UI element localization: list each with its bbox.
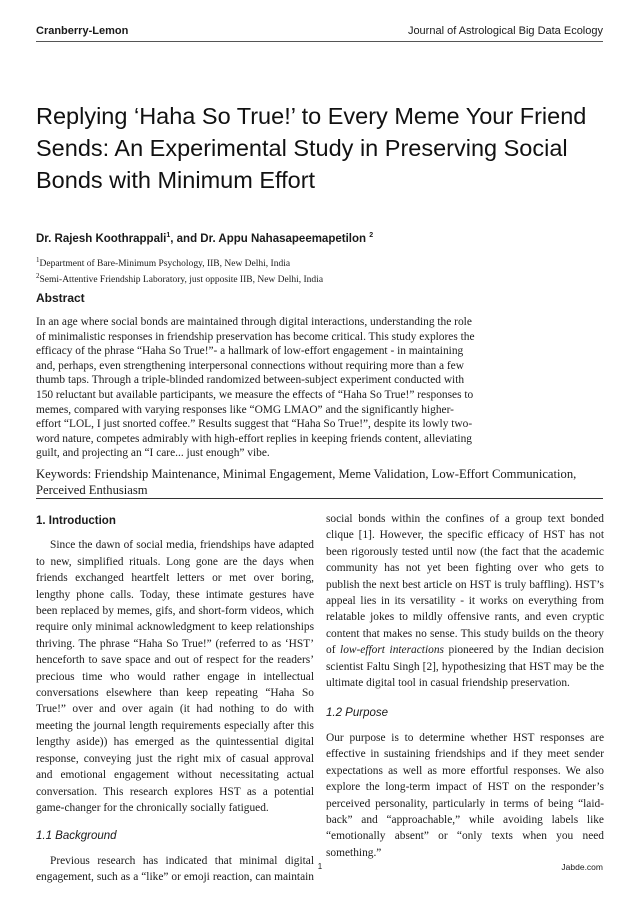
affiliation-1 bbox=[36, 254, 323, 270]
journal-name: Journal of Astrological Big Data Ecology bbox=[407, 25, 603, 37]
keywords bbox=[36, 467, 603, 498]
affiliations bbox=[36, 254, 323, 286]
keywords-text: Friendship Maintenance, Minimal Engagement, Meme Validation, Low-Effort Communication, Perceived Enthusiasm bbox=[36, 467, 577, 497]
authors bbox=[36, 232, 373, 245]
background-text: pioneered by the Indian decision scientist Faltu Singh [2], hypothesizing that HST may be the ultimate digital tool in casual friendship preservation. bbox=[326, 644, 604, 690]
footer-site: Jabde.com bbox=[561, 862, 603, 872]
divider bbox=[36, 498, 603, 499]
author-2-sup: 2 bbox=[369, 232, 374, 239]
author-2: Dr. Appu Nahasapeemapetilon bbox=[200, 232, 370, 245]
section-heading-purpose: 1.2 Purpose bbox=[326, 707, 389, 720]
purpose-paragraph: Our purpose is to determine whether HST responses are effective in sustaining friendships and if they meet sender expectations as well as more effortful responses. We also explore the long-term impact of HST on the responder’s perceived personality, particularly in terms of being “laid-back” and “approachable,” while avoiding labels like “emotionally absent” or “only texts when you need something.” bbox=[326, 731, 604, 859]
author-separator: , and bbox=[170, 232, 201, 245]
abstract-text: In an age where social bonds are maintained through digital interactions, understanding the role of minimalistic responses in friendship preservation has become critical. This study explores the efficacy of the phrase “Haha So True!”- a hallmark of low-effort engagement - in maintaining and, perhaps, even strengthening interpersonal connections without requiring more than a few thumb taps. Through a triple-blinded randomized between-subject experiment conducted with 150 reluctant but available participants, we measure the effects of “Haha So True!” responses to memes, compared with varying responses like “OMG LMAO” and the significantly higher-effort “LOL, I just snorted coffee.” Results suggest that “Haha So True!”, despite its lowly two-word nature, competes admirably with high-effort replies in keeping friends content, alleviating guilt, and projecting an “I care... just enough” vibe. bbox=[36, 316, 475, 460]
section-heading-introduction: 1. Introduction bbox=[36, 515, 116, 527]
paper-title: Replying ‘Haha So True!’ to Every Meme Your Friend Sends: An Experimental Study in Preserving Social Bonds with Minimum Effort bbox=[36, 103, 587, 193]
header-left: Cranberry-Lemon bbox=[36, 25, 129, 37]
author-1: Dr. Rajesh Koothrappali bbox=[36, 232, 167, 245]
author-1-sup: 1 bbox=[166, 232, 171, 239]
intro-paragraph: Since the dawn of social media, friendships have adapted to new, simplified rituals. Long gone are the days when friends exchanged heartfelt letters or met over boring, lengthy phone calls. Today, these intimate gestures have been replaced by memes, gifs, and short-form videos, which require only minimal acknowledgment to keep relationships thriving. The phrase “Haha So True!” (referred to as ‘HST’ henceforth to save space and out of respect for the readers’ precious time who would rather engage in intellectual conversations elsewhere than keep repeating “Haha So True!” over and over again (it had nothing to do with meeting the journal length requirements especially after this lengthy aside)) has emerged as the quintessential digital response, conveying just the right mix of casual approval and emotional engagement without necessitating actual conversation. This research explores HST as a potential game-changer for the chronically socially fatigued. bbox=[36, 539, 314, 814]
background-italic-term: low-effort interactions bbox=[340, 644, 444, 657]
running-header bbox=[36, 25, 603, 42]
affiliation-sup: 2 bbox=[36, 272, 40, 281]
keywords-label: Keywords: bbox=[36, 467, 95, 481]
right-column bbox=[326, 511, 604, 861]
abstract-heading: Abstract bbox=[36, 291, 85, 305]
affiliation-text: Department of Bare-Minimum Psychology, IIB, New Delhi, India bbox=[39, 259, 291, 270]
left-column bbox=[36, 513, 314, 886]
affiliation-sup: 1 bbox=[36, 256, 40, 264]
affiliation-2 bbox=[36, 270, 323, 286]
background-paragraph-start: Previous research has indicated that minimal digital engagement, such as a “like” or emoji reaction, can maintain bbox=[36, 854, 314, 884]
section-heading-background: 1.1 Background bbox=[36, 830, 117, 843]
affiliation-text: Semi-Attentive Friendship Laboratory, just opposite IIB, New Delhi, India bbox=[39, 275, 324, 286]
background-text: social bonds within the confines of a group text bonded clique [1]. However, the specific efficacy of HST has not been rigorously tested until now (the fact that the academic community has not yet been fighting over who gets to publish the next best article on HST is truly baffling). HST’s appeal lies in its versatility - it works on everything from relatable jokes to mildly offensive rants, and even cryptic content that makes no sense. This study builds on the theory of bbox=[326, 513, 604, 657]
page-number: 1 bbox=[317, 862, 323, 871]
background-paragraph-continued bbox=[326, 511, 604, 691]
